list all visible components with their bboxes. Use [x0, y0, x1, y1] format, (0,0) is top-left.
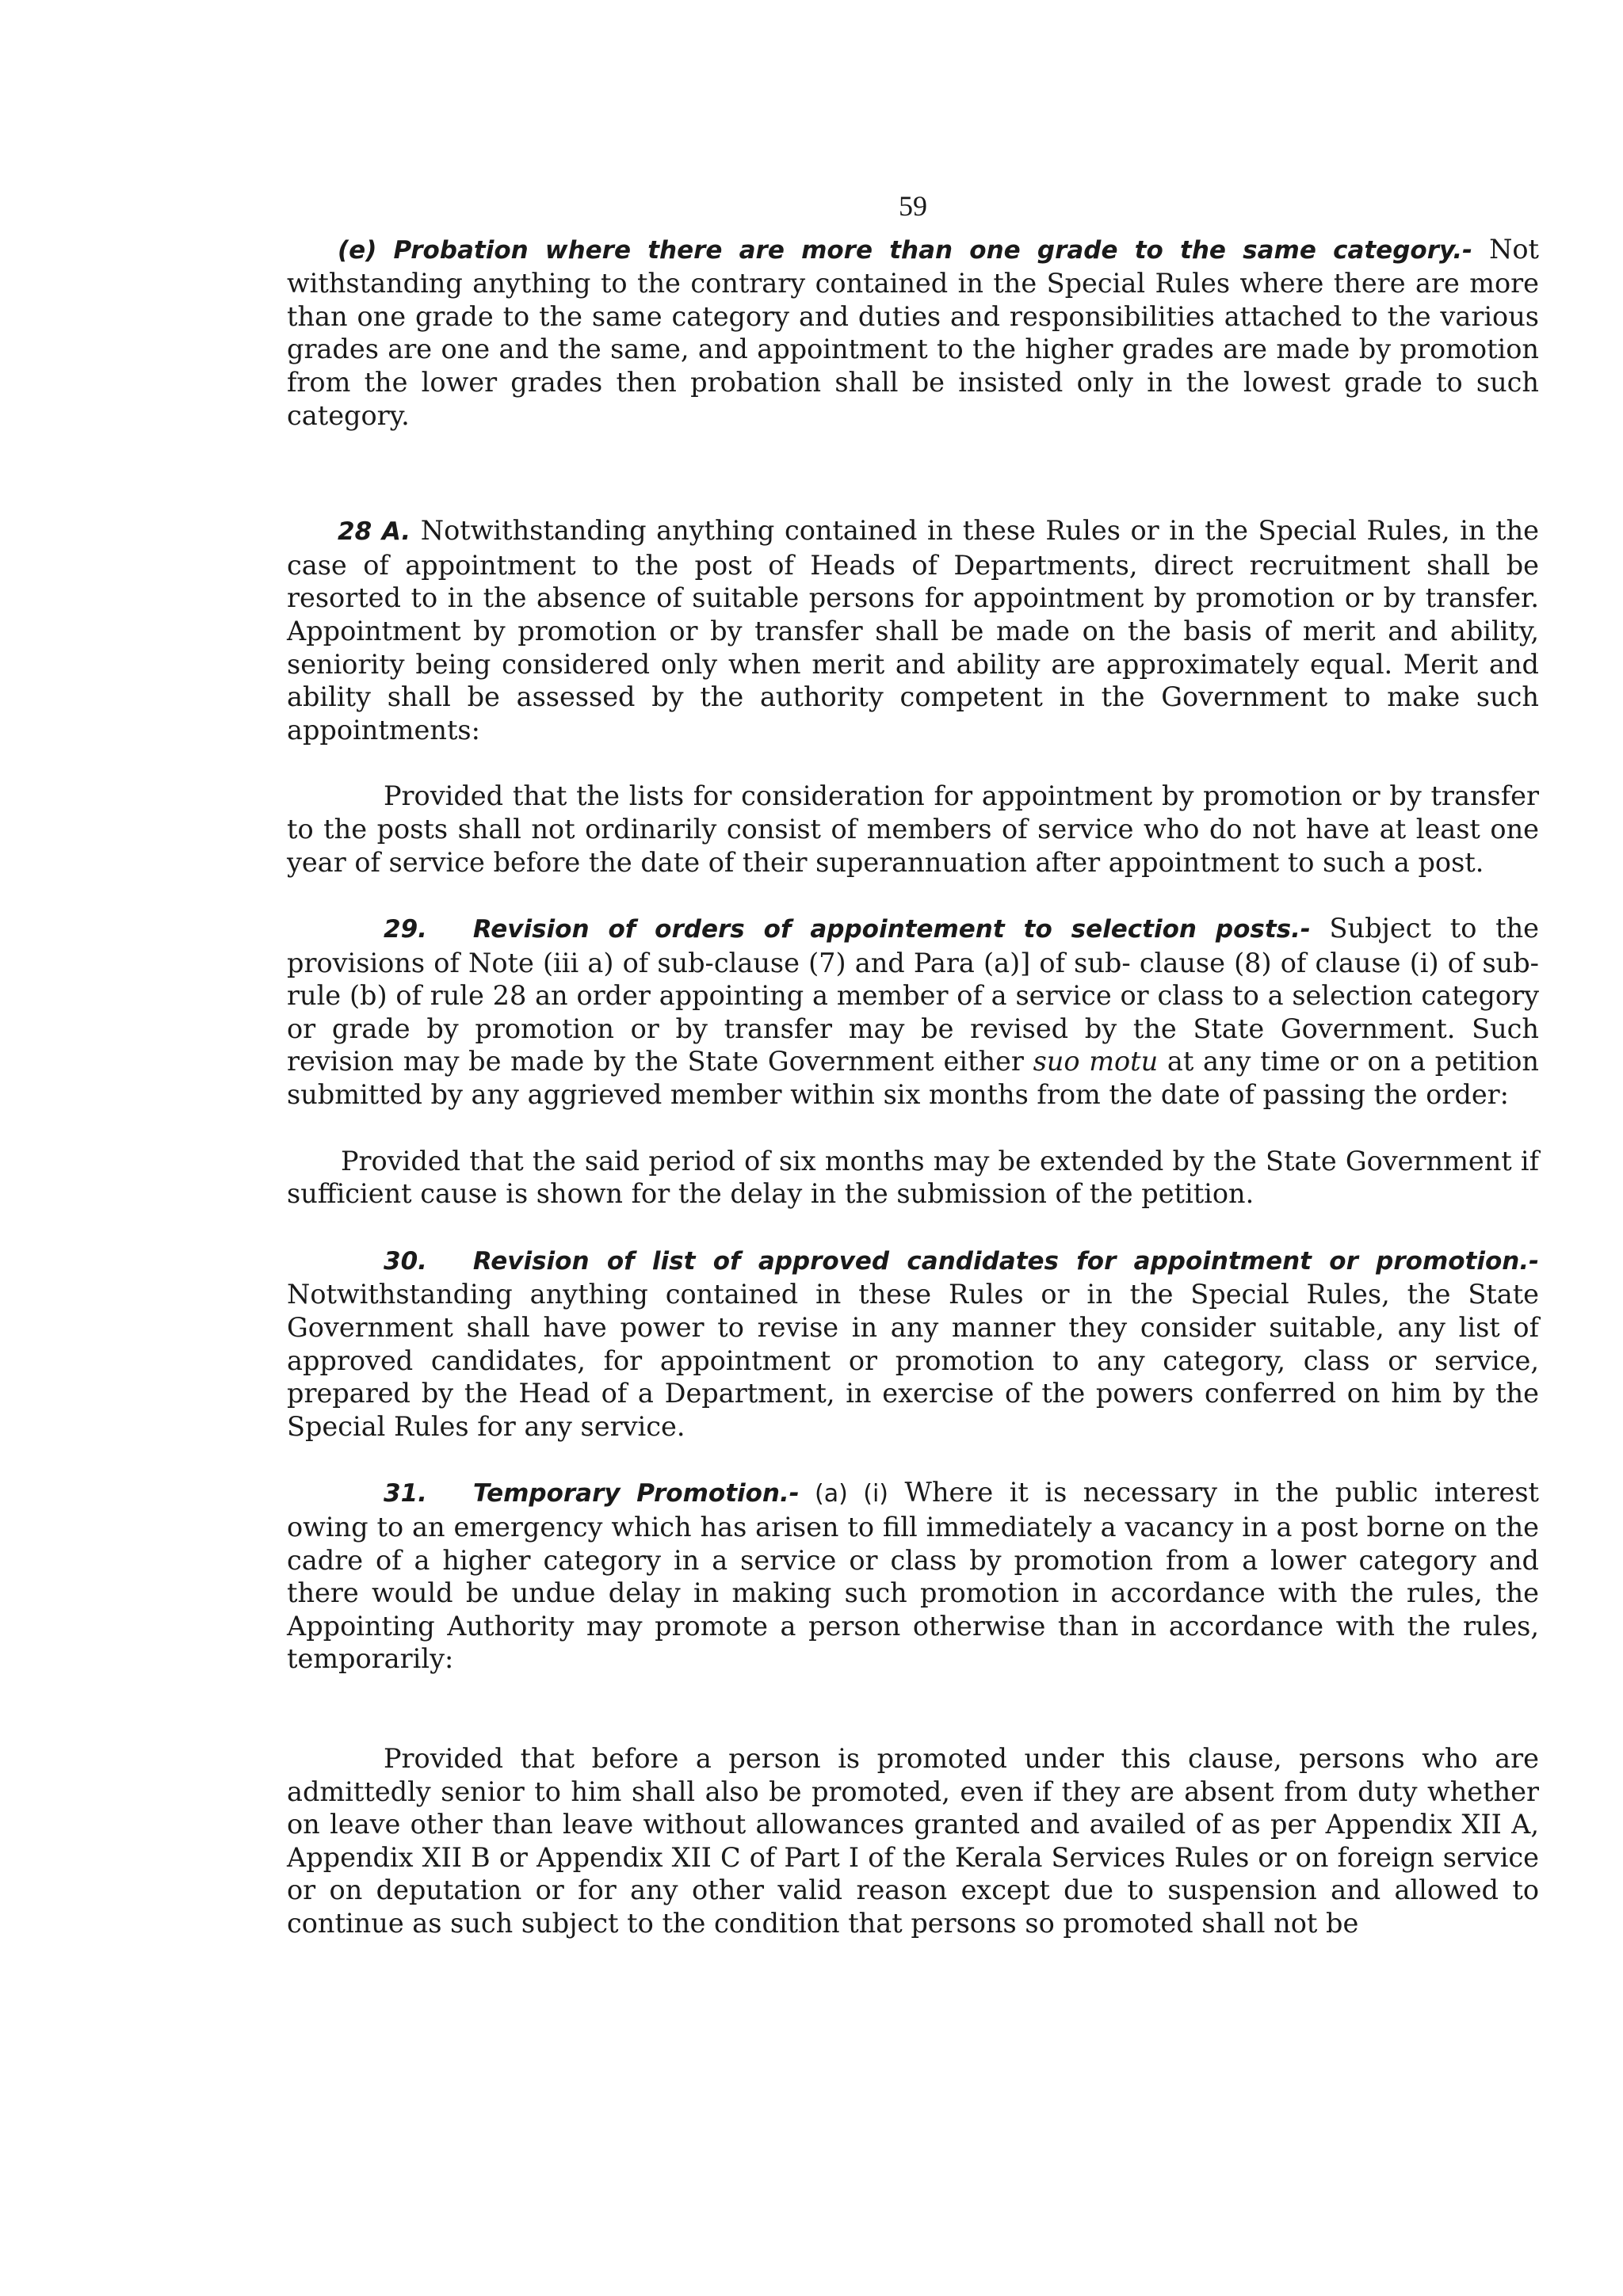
paragraph-e-heading: Probation where there are more than one grade to the same category.-: [393, 235, 1472, 265]
rule-29-italic-term: suo motu: [1033, 1046, 1159, 1077]
paragraph-e-label: (e): [338, 235, 377, 265]
rule-31-heading: Temporary Promotion.-: [472, 1479, 800, 1508]
rule-30: [287, 1244, 1539, 1444]
rule-29-proviso: Provided that the said period of six months may be extended by the State Government if sufficient cause is shown for the delay in the submission of the petition.: [287, 1145, 1539, 1210]
rule-30-heading: Revision of list of approved candidates for appointment or promotion.-: [472, 1246, 1539, 1276]
paragraph-e: [287, 233, 1539, 433]
rule-29: [287, 912, 1539, 1112]
document-page: [287, 190, 1539, 1940]
rule-29-heading: Revision of orders of appointement to selection posts.-: [472, 915, 1311, 944]
rule-28a-number: 28 A.: [338, 517, 411, 547]
rule-31-number: 31.: [384, 1479, 427, 1508]
rule-29-text-after: at any time or on a petition submitted by any aggrieved member within six months from the date of passing the order:: [287, 1046, 1539, 1111]
rule-30-number: 30.: [384, 1246, 427, 1276]
page-number: 59: [899, 190, 927, 222]
rule-29-number: 29.: [384, 915, 427, 944]
rule-28a: [287, 514, 1539, 746]
rule-30-text: Notwithstanding anything contained in these Rules or in the Special Rules, the State Government shall have power to revise in any manner they consider suitable, any list of approved candidates, for appointment or promotion to any category, class or service, prepared by the Head of a Department, in exercise of the powers conferred on him by the Special Rules for any service.: [287, 1279, 1539, 1442]
rule-31: [287, 1476, 1539, 1676]
paragraph-e-text: Not withstanding anything to the contrary contained in the Special Rules where there are more than one grade to the same category and duties and responsibilities attached to the various grades are one and the same, and appointment to the higher grades are made by promotion from the lower grades then probation shall be insisted only in the lowest grade to such category.: [287, 233, 1540, 431]
rule-29-text-before: Subject to the provisions of Note (iii a) of sub-clause (7) and Para (a)] of sub- clause (8) of clause (i) of sub-rule (b) of rule 28 an order appointing a member of a service or class to a selection category or grade by promotion or by transfer may be revised by the State Government. Such revision may be made by the State Government either: [287, 913, 1540, 1077]
rule-31-proviso: Provided that before a person is promoted under this clause, persons who are admittedly senior to him shall also be promoted, even if they are absent from duty whether on leave other than leave without allowances granted and availed of as per Appendix XII A, Appendix XII B or Appendix XII C of Part I of the Kerala Services Rules or on foreign service or on deputation or for any other valid reason except due to suspension and allowed to continue as such subject to the condition that persons so promoted shall not be: [287, 1742, 1539, 1939]
rule-31-text: Where it is necessary in the public interest owing to an emergency which has arisen to fill immediately a vacancy in a post borne on the cadre of a higher category in a service or class by promotion from a lower category and there would be undue delay in making such promotion in accordance with the rules, the Appointing Authority may promote a person otherwise than in accordance with the rules, temporarily:: [287, 1477, 1540, 1675]
rule-28a-text: Notwithstanding anything contained in these Rules or in the Special Rules, in the case of appointment to the post of Heads of Departments, direct recruitment shall be resorted to in the absence of suitable persons for appointment by promotion or by transfer. Appointment by promotion or by transfer shall be made on the basis of merit and ability, seniority being considered only when merit and ability are approximately equal. Merit and ability shall be assessed by the authority competent in the Government to make such appointments:: [287, 515, 1539, 746]
rule-28a-proviso: Provided that the lists for consideration for appointment by promotion or by transfer to the posts shall not ordinarily consist of members of service who do not have at least one year of service before the date of their superannuation after appointment to such a post.: [287, 780, 1539, 878]
rule-31-clause-label: (a) (i): [799, 1480, 888, 1508]
